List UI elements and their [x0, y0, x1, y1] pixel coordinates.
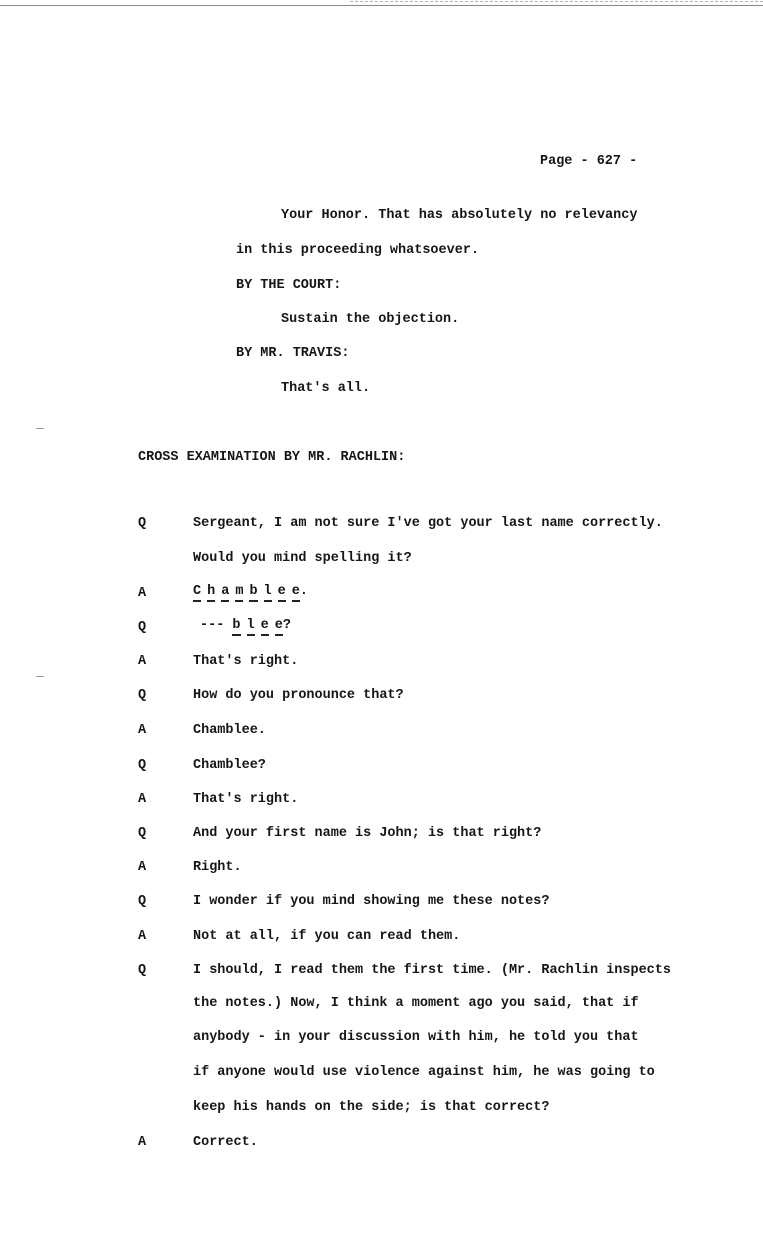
qa-label: A — [138, 1135, 147, 1150]
qa-label: A — [138, 586, 147, 601]
scan-speck — [36, 676, 44, 677]
qa-label: A — [138, 929, 147, 944]
qa-label: Q — [138, 620, 147, 635]
colloquy-line: Sustain the objection. — [281, 312, 460, 327]
spelled-letter: e — [261, 618, 269, 636]
qa-text: Chamblee? — [193, 758, 266, 773]
section-heading: CROSS EXAMINATION BY MR. RACHLIN: — [138, 450, 406, 465]
top-edge-dotted-rule — [350, 1, 763, 2]
colloquy-line: Your Honor. That has absolutely no relevancy — [281, 208, 638, 223]
colloquy-line: in this proceeding whatsoever. — [236, 243, 480, 258]
spelled-letter: e — [292, 584, 300, 602]
spelled-trail: ? — [282, 618, 291, 633]
speaker-heading: BY THE COURT: — [236, 278, 342, 293]
qa-label: A — [138, 654, 147, 669]
qa-text: the notes.) Now, I think a moment ago you said, that if — [193, 996, 639, 1011]
qa-label: Q — [138, 688, 147, 703]
scan-speck — [36, 428, 44, 429]
spelled-letter: l — [247, 618, 255, 636]
spelled-name — [193, 584, 308, 600]
spelled-letter: l — [264, 584, 272, 602]
page-number: Page - 627 - — [540, 154, 638, 169]
qa-text: keep his hands on the side; is that correct? — [193, 1100, 550, 1115]
qa-text: anybody - in your discussion with him, he told you that — [193, 1030, 639, 1045]
spelled-trail: . — [299, 584, 308, 599]
qa-label: A — [138, 792, 147, 807]
qa-label: Q — [138, 963, 147, 978]
qa-text: Chamblee. — [193, 723, 266, 738]
qa-text: That's right. — [193, 654, 299, 669]
qa-text: Right. — [193, 860, 242, 875]
colloquy-line: That's all. — [281, 381, 371, 396]
qa-text: I should, I read them the first time. (Mr. Rachlin inspects — [193, 963, 671, 978]
qa-label: Q — [138, 758, 147, 773]
dash-prefix: --- — [200, 618, 225, 633]
spelled-letter: e — [278, 584, 286, 602]
qa-text: if anyone would use violence against him, he was going to — [193, 1065, 655, 1080]
qa-text: Correct. — [193, 1135, 258, 1150]
spelled-letter: a — [221, 584, 229, 602]
qa-text: How do you pronounce that? — [193, 688, 404, 703]
qa-text: Would you mind spelling it? — [193, 551, 412, 566]
spelled-letter: b — [249, 584, 257, 602]
spelled-fragment — [200, 618, 291, 634]
qa-label: Q — [138, 894, 147, 909]
spelled-letter: m — [235, 584, 243, 602]
qa-text: Not at all, if you can read them. — [193, 929, 461, 944]
qa-text: And your first name is John; is that right? — [193, 826, 542, 841]
spelled-letter: e — [275, 618, 283, 636]
qa-label: A — [138, 723, 147, 738]
qa-text: That's right. — [193, 792, 299, 807]
spelled-letter: C — [193, 584, 201, 602]
qa-label: A — [138, 860, 147, 875]
spelled-letter: b — [232, 618, 240, 636]
qa-label: Q — [138, 516, 147, 531]
spelled-letter: h — [207, 584, 215, 602]
qa-text: Sergeant, I am not sure I've got your last name correctly. — [193, 516, 663, 531]
qa-label: Q — [138, 826, 147, 841]
speaker-heading: BY MR. TRAVIS: — [236, 346, 350, 361]
qa-text: I wonder if you mind showing me these notes? — [193, 894, 550, 909]
top-edge-rule — [0, 5, 763, 6]
